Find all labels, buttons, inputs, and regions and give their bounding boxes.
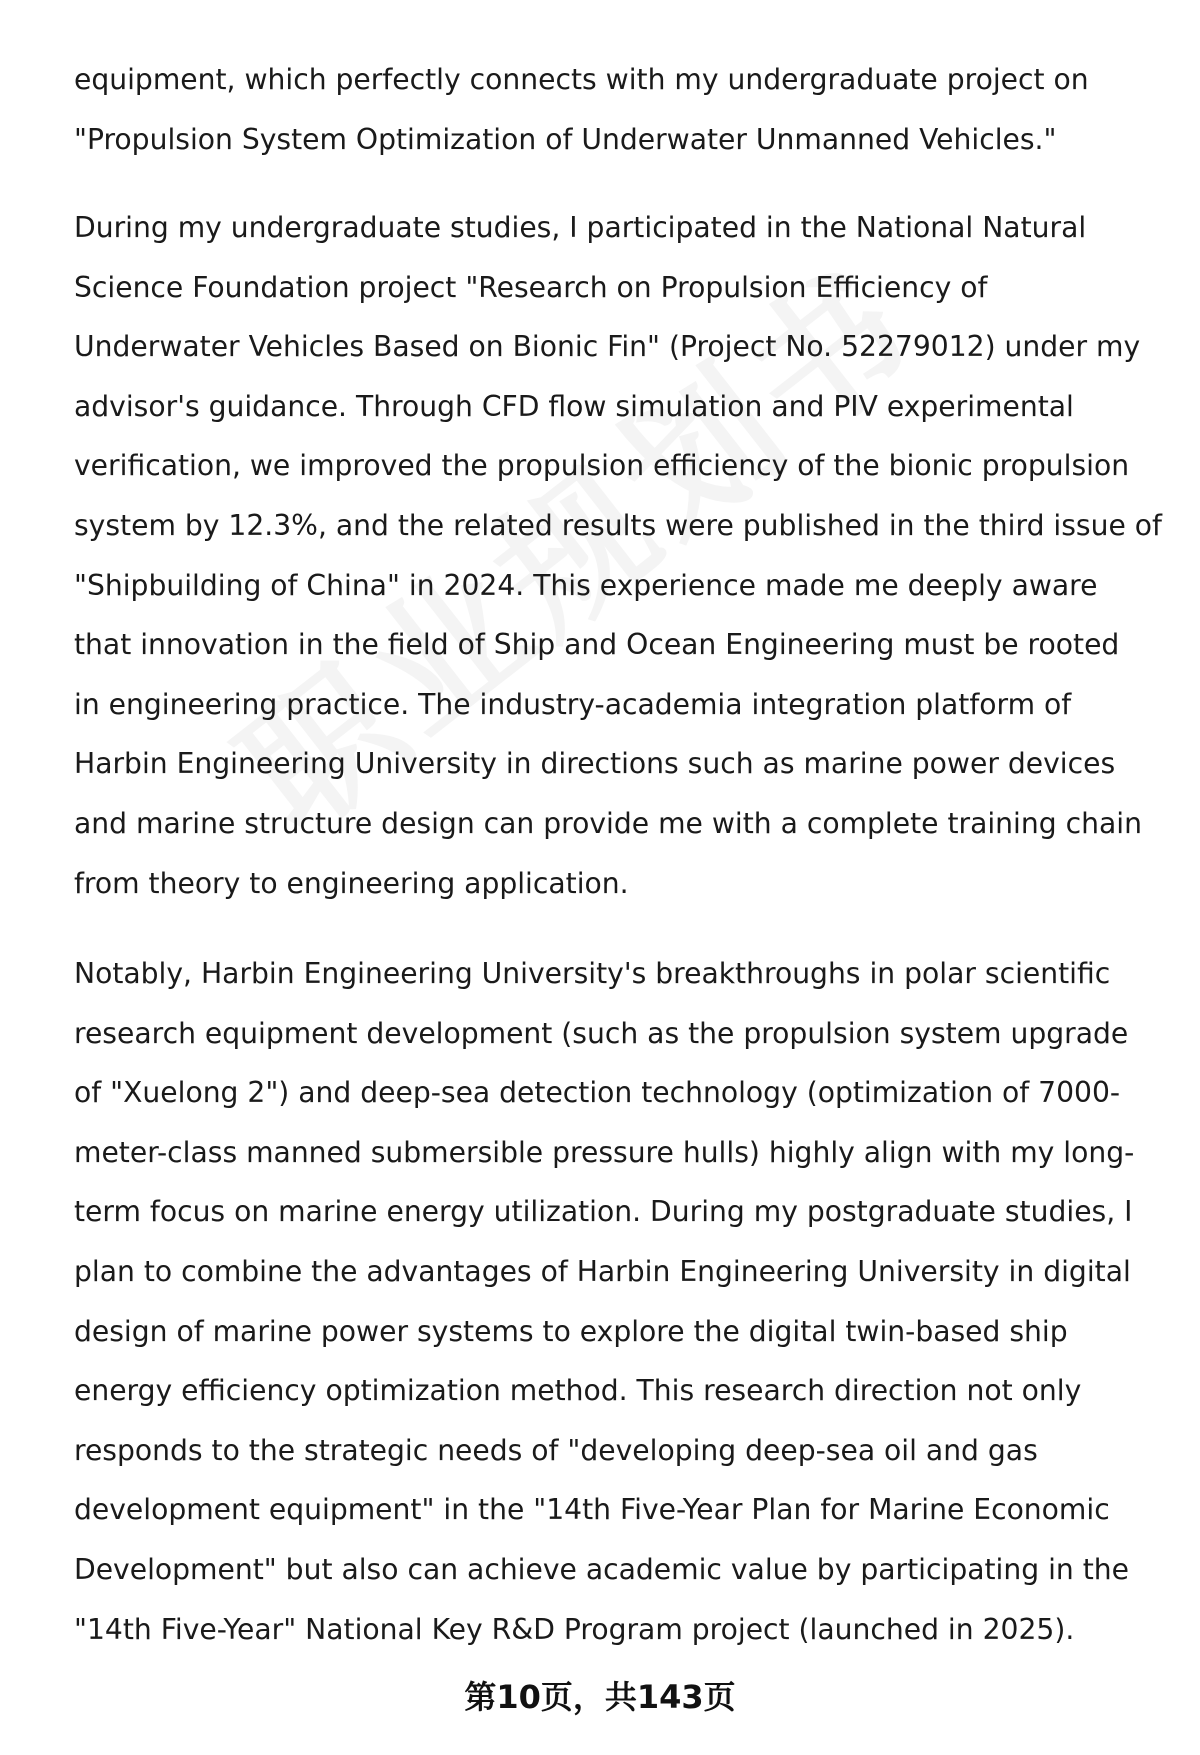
paragraph-3: [74, 944, 1174, 1659]
text-line: from theory to engineering application.: [74, 866, 629, 900]
text-line: "Shipbuilding of China" in 2024. This experience made me deeply aware: [74, 568, 1098, 602]
text-line: equipment, which perfectly connects with my undergraduate project on: [74, 63, 1089, 96]
text-line: Notably, Harbin Engineering University's breakthroughs in polar scientific: [74, 957, 1111, 990]
text-line: verification, we improved the propulsion efficiency of the bionic propulsion: [74, 449, 1130, 483]
text-line: Harbin Engineering University in directions such as marine power devices: [74, 747, 1116, 781]
paragraph-2: [74, 198, 1174, 913]
text-line: development equipment" in the "14th Five-Year Plan for Marine Economic: [74, 1493, 1110, 1527]
text-line: that innovation in the field of Ship and Ocean Engineering must be rooted: [74, 628, 1120, 662]
text-line: research equipment development (such as the propulsion system upgrade: [74, 1016, 1129, 1050]
paragraph-1: [74, 50, 1174, 169]
text-line: term focus on marine energy utilization. During my postgraduate studies, I: [74, 1195, 1133, 1229]
text-line: plan to combine the advantages of Harbin Engineering University in digital: [74, 1254, 1131, 1288]
text-line: energy efficiency optimization method. This research direction not only: [74, 1374, 1082, 1408]
text-line: Development" but also can achieve academic value by participating in the: [74, 1552, 1129, 1586]
text-line: Underwater Vehicles Based on Bionic Fin" (Project No. 52279012) under my: [74, 330, 1141, 364]
text-line: "14th Five-Year" National Key R&D Program project (launched in 2025).: [74, 1612, 1075, 1646]
text-line: meter-class manned submersible pressure hulls) highly align with my long-: [74, 1135, 1135, 1169]
text-line: Science Foundation project "Research on Propulsion Efficiency of: [74, 270, 988, 304]
text-line: "Propulsion System Optimization of Underwater Unmanned Vehicles.": [74, 122, 1057, 156]
page-number-footer: 第10页，共143页: [464, 1678, 736, 1716]
text-line: design of marine power systems to explore the digital twin-based ship: [74, 1314, 1068, 1348]
text-line: of "Xuelong 2") and deep-sea detection technology (optimization of 7000-: [74, 1076, 1121, 1110]
text-line: in engineering practice. The industry-academia integration platform of: [74, 687, 1072, 721]
text-line: system by 12.3%, and the related results were published in the third issue of: [74, 508, 1162, 542]
text-line: responds to the strategic needs of "developing deep-sea oil and gas: [74, 1433, 1038, 1467]
text-line: and marine structure design can provide me with a complete training chain: [74, 806, 1142, 840]
text-line: During my undergraduate studies, I participated in the National Natural: [74, 211, 1087, 244]
text-line: advisor's guidance. Through CFD flow simulation and PIV experimental: [74, 389, 1074, 423]
